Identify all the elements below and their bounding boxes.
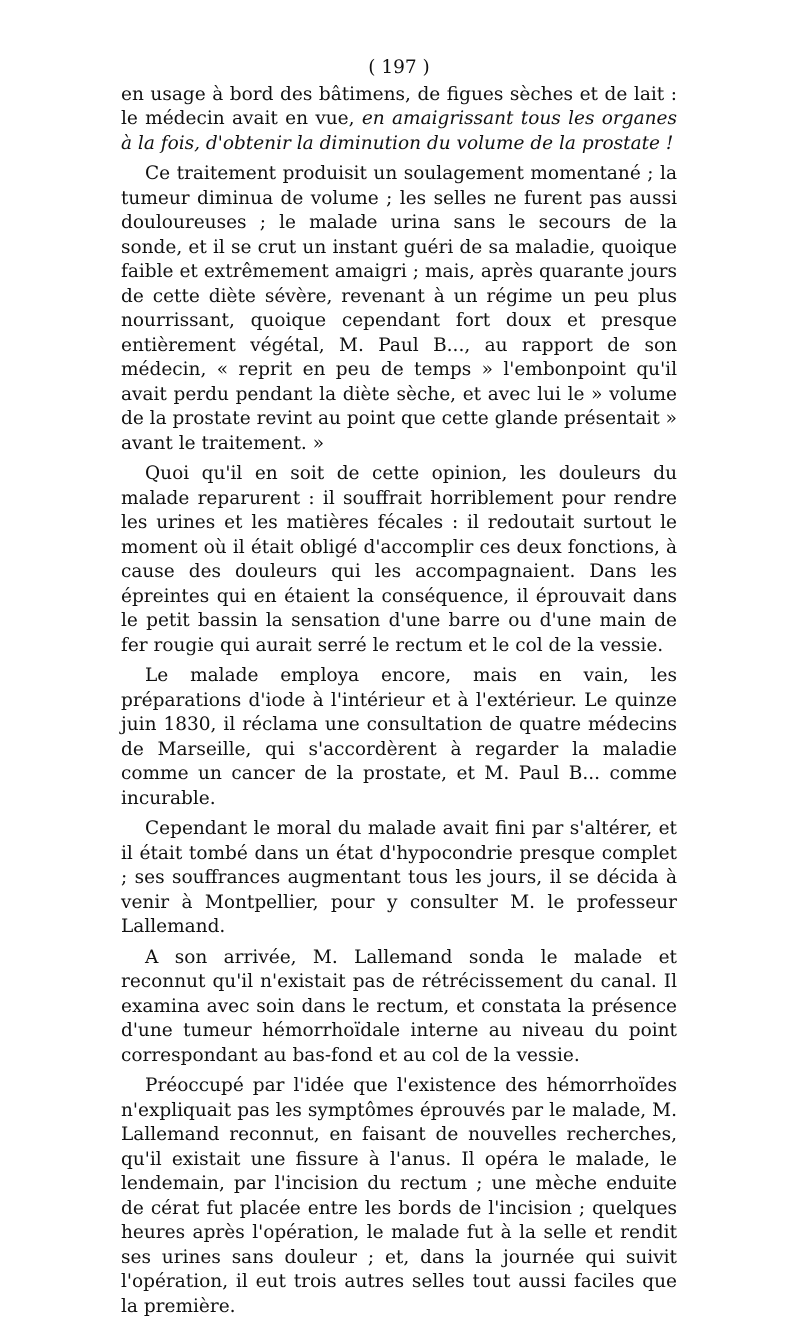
paragraph-treatment: Ce traitement produisit un soulagement momentané ; la tumeur diminua de volume ; les selles ne furent pas aussi douloureuses ; le malade urina sans le secours de la sonde, et il se crut un instant guéri de sa maladie, quoique faible et extrêmement amaigri ; mais, après quarante jours de cette diète sévère, revenant à un régime un peu plus nourrissant, quoique cependant fort doux et presque entièrement végétal, M. Paul B..., au rapport de son médecin, « reprit en peu de temps » l'embonpoint qu'il avait perdu pendant la diète sèche, et avec lui le » volume de la prostate revint au point que cette glande présentait » avant le traitement. »: [121, 163, 677, 454]
paragraph-hypochondria: Cependant le moral du malade avait fini par s'altérer, et il était tombé dans un état d'hypocondrie presque complet ; ses souffrances augmentant tous les jours, il se décida à venir à Montpellier, pour y consulter M. le professeur Lallemand.: [121, 818, 677, 937]
paragraph-examination: A son arrivée, M. Lallemand sonda le malade et reconnut qu'il n'existait pas de rétrécissement du canal. Il examina avec soin dans le rectum, et constata la présence d'une tumeur hémorrhoïdale interne au niveau du point correspondant au bas-fond et au col de la vessie.: [121, 946, 677, 1066]
paragraph-consultation: Le malade employa encore, mais en vain, les préparations d'iode à l'intérieur et à l'extérieur. Le quinze juin 1830, il réclama une consultation de quatre médecins de Marseille, qui s'accordèrent à regarder la maladie comme un cancer de la prostate, et M. Paul B... comme incurable.: [121, 665, 677, 809]
paragraph-continuation: [121, 83, 677, 157]
paragraph-pain: Quoi qu'il en soit de cette opinion, les douleurs du malade reparurent : il souffrait horriblement pour rendre les urines et les matières fécales : il redoutait surtout le moment où il était obligé d'accomplir ces deux fonctions, à cause des douleurs qui les accompagnaient. Dans les épreintes qui en étaient la conséquence, il éprouvait dans le petit bassin la sensation d'une barre ou d'une main de fer rougie qui aurait serré le rectum et le col de la vessie.: [121, 463, 677, 656]
page-number: ( 197 ): [368, 57, 430, 78]
paragraph-italic-text: en amaigrissant tous les organes à la fois, d'obtenir la diminution du volume de la prostate !: [121, 108, 677, 154]
paragraph-lead-text: en usage à bord des bâtimens, de figues sèches et de lait : le médecin avait en vue,: [121, 83, 677, 129]
book-page: [121, 56, 677, 1325]
paragraph-operation: Préoccupé par l'idée que l'existence des hémorrhoïdes n'expliquait pas les symptômes éprouvés par le malade, M. Lallemand reconnut, en faisant de nouvelles recherches, qu'il existait une fissure à l'anus. Il opéra le malade, le lendemain, par l'incision du rectum ; une mèche enduite de cérat fut placée entre les bords de l'incision ; quelques heures après l'opération, le malade fut à la selle et rendit ses urines sans douleur ; et, dans la journée qui suivit l'opération, il eut trois autres selles tout aussi faciles que la première.: [121, 1075, 677, 1317]
